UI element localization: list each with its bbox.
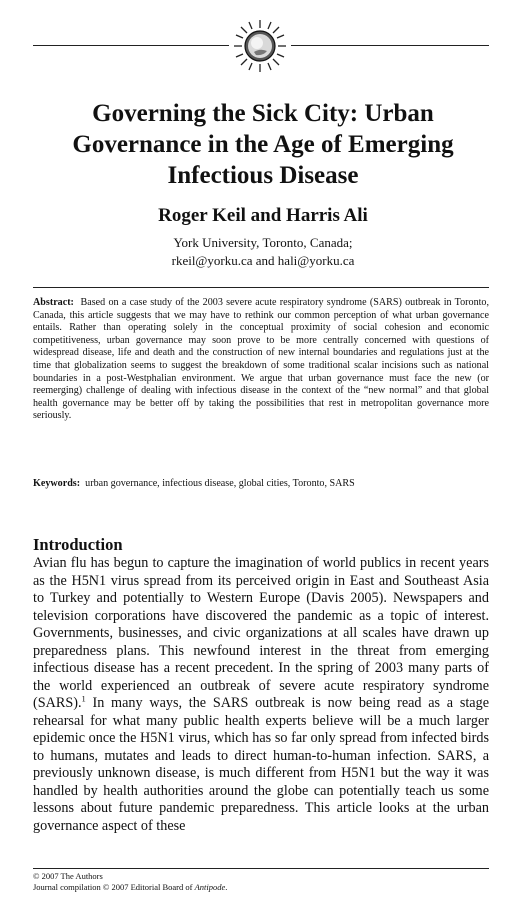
- author-affiliation: York University, Toronto, Canada;: [173, 235, 353, 250]
- introduction-heading: Introduction: [33, 535, 123, 554]
- journal-emblem-icon: [232, 18, 288, 74]
- author-names: Roger Keil and Harris Ali: [158, 205, 368, 226]
- footnote-ref-1[interactable]: 1: [81, 693, 86, 704]
- footer-copyright: © 2007 The Authors: [33, 871, 103, 881]
- author-emails: rkeil@yorku.ca and hali@yorku.ca: [171, 253, 355, 268]
- header-rule-right: [291, 45, 489, 46]
- abstract-text: Based on a case study of the 2003 severe acute respiratory syndrome (SARS) outbreak in Toronto, Canada, this article suggests that we may have to rethink our common perception of what urban governance entails. Rather than operating solely in the conceptual proximity of social cohesion and economic competitiveness, urban governance may soon prove to be more centrally concerned with questions of widespread disease, life and death and the construction of new internal boundaries and regulations just at the time that globalization seems to suggest the breakdown of some traditional scalar incisions such as national boundaries in a post-Westphalian environment. We argue that urban governance must face the new (or reemerging) challenge of dealing with infectious disease in the context of the “new normal” and that global health governance may be better off by taking the possibilities that rest in metropolitan governance more seriously.: [33, 297, 489, 422]
- footer-journal-line: [33, 882, 227, 893]
- abstract-top-rule: [33, 287, 489, 288]
- introduction-text-part2: In many ways, the SARS outbreak is now being read as a stage rehearsal for what many public health experts believe will be a much larger epidemic once the H5N1 virus, which has so far only spread from infected birds to humans, mutates and leads to direct human-to-human infection. SARS, a previously unknown disease, is much different from H5N1 but the way it was handled by health authorities around the globe can potentially teach us some lessons about future pandemic preparedness. This article looks at the urban governance aspect of these: [33, 695, 489, 834]
- page-footer: [33, 871, 227, 892]
- footer-journal-prefix: Journal compilation © 2007 Editorial Board of: [33, 881, 195, 892]
- abstract: [33, 297, 489, 423]
- footer-journal-suffix: .: [225, 881, 228, 892]
- introduction-text-part1: Avian flu has begun to capture the imagination of world publics in recent years as the H5N1 virus spread from its perceived origin in East and Southeast Asia to Turkey and potentially to Western Europe (Davis 2005). Newspapers and television corporations have discovered the pandemic as a topic of interest. Governments, businesses, and civic organizations at all scales have drawn up preparedness plans. This newfound interest in the threat from emerging infectious disease has a recent precedent. In the spring of 2003 many parts of the world experienced an outbreak of severe acute respiratory syndrome (SARS).: [33, 555, 489, 711]
- footer-rule: [33, 868, 489, 869]
- header-rule-left: [33, 45, 229, 46]
- footer-journal-name: Antipode: [194, 881, 226, 892]
- abstract-label: Abstract:: [33, 297, 74, 308]
- article-title: Governing the Sick City: Urban Governance in the Age of Emerging Infectious Disease: [72, 100, 454, 189]
- keywords: [33, 478, 489, 489]
- introduction-body: [33, 555, 489, 835]
- keywords-label: Keywords:: [33, 478, 81, 489]
- keywords-text: urban governance, infectious disease, global cities, Toronto, SARS: [85, 478, 355, 489]
